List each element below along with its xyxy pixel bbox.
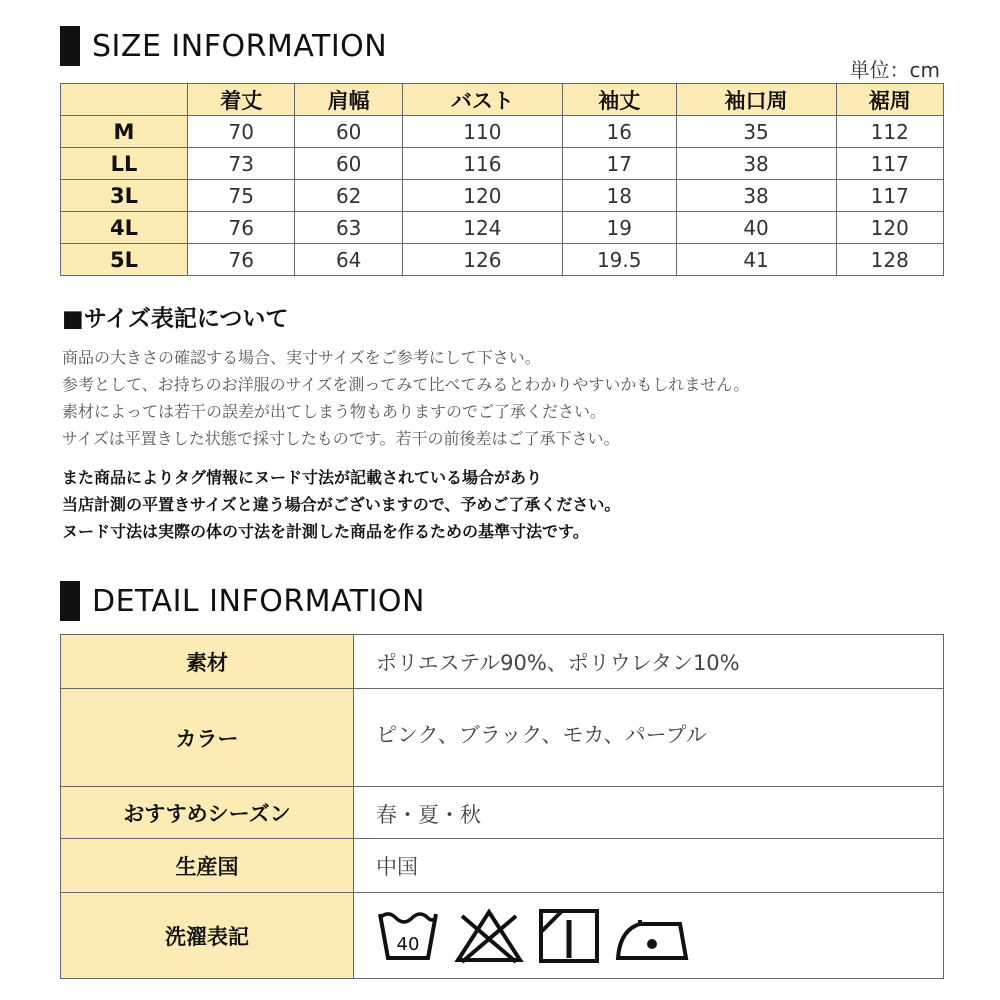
col-header: 裾周 xyxy=(836,84,943,116)
note-line: サイズは平置きした状態で採寸したものです。若干の前後差はご了承下さい。 xyxy=(62,429,620,448)
table-cell: 35 xyxy=(676,116,836,148)
size-section-title: SIZE INFORMATION xyxy=(92,28,388,64)
color-value: ピンク、ブラック、モカ、パープル xyxy=(354,689,944,787)
no-bleach-icon xyxy=(454,908,524,964)
table-cell: 62 xyxy=(295,180,402,212)
season-value: 春・夏・秋 xyxy=(354,787,944,839)
size-notes-title: ■サイズ表記について xyxy=(62,306,289,332)
size-label: M xyxy=(61,116,188,148)
table-cell: 40 xyxy=(676,212,836,244)
detail-table xyxy=(60,634,944,979)
note-line: 参考として、お持ちのお洋服のサイズを測ってみて比べてみるとわかりやすいかもしれません。 xyxy=(62,375,750,394)
table-row xyxy=(61,635,944,689)
detail-section-title: DETAIL INFORMATION xyxy=(92,583,425,619)
size-label: 4L xyxy=(61,212,188,244)
table-cell: 76 xyxy=(188,212,295,244)
origin-label: 生産国 xyxy=(61,839,354,893)
size-label: 5L xyxy=(61,244,188,276)
table-cell: 128 xyxy=(836,244,943,276)
size-table-corner xyxy=(61,84,188,116)
table-cell: 116 xyxy=(402,148,562,180)
col-header: 肩幅 xyxy=(295,84,402,116)
table-cell: 75 xyxy=(188,180,295,212)
note-line: 素材によっては若干の誤差が出てしまう物もありますのでご了承ください。 xyxy=(62,402,607,421)
table-cell: 38 xyxy=(676,148,836,180)
material-label: 素材 xyxy=(61,635,354,689)
col-header: 着丈 xyxy=(188,84,295,116)
table-cell: 124 xyxy=(402,212,562,244)
table-cell: 38 xyxy=(676,180,836,212)
table-cell: 17 xyxy=(562,148,676,180)
size-label: LL xyxy=(61,148,188,180)
col-header: 袖丈 xyxy=(562,84,676,116)
table-cell: 117 xyxy=(836,148,943,180)
table-cell: 63 xyxy=(295,212,402,244)
table-row xyxy=(61,212,944,244)
size-section-header xyxy=(60,26,387,66)
table-cell: 64 xyxy=(295,244,402,276)
table-row xyxy=(61,116,944,148)
table-cell: 120 xyxy=(402,180,562,212)
color-label: カラー xyxy=(61,689,354,787)
table-cell: 16 xyxy=(562,116,676,148)
table-row xyxy=(61,244,944,276)
table-cell: 18 xyxy=(562,180,676,212)
table-cell: 41 xyxy=(676,244,836,276)
size-table xyxy=(60,83,944,276)
origin-value: 中国 xyxy=(354,839,944,893)
note-line: 商品の大きさの確認する場合、実寸サイズをご参考にして下さい。 xyxy=(62,348,541,367)
table-row xyxy=(61,839,944,893)
detail-section-header xyxy=(60,581,425,621)
table-cell: 126 xyxy=(402,244,562,276)
table-cell: 76 xyxy=(188,244,295,276)
table-cell: 19.5 xyxy=(562,244,676,276)
table-cell: 70 xyxy=(188,116,295,148)
unit-label: 単位：cm xyxy=(849,58,940,82)
season-label: おすすめシーズン xyxy=(61,787,354,839)
note-line-bold: また商品によりタグ情報にヌード寸法が記載されている場合があり xyxy=(62,468,543,487)
table-cell: 112 xyxy=(836,116,943,148)
table-row xyxy=(61,689,944,787)
iron-low-icon xyxy=(614,908,690,964)
care-icons xyxy=(354,893,944,979)
table-row xyxy=(61,893,944,979)
table-cell: 120 xyxy=(836,212,943,244)
section-marker xyxy=(60,26,80,66)
table-cell: 60 xyxy=(295,148,402,180)
table-cell: 60 xyxy=(295,116,402,148)
col-header: 袖口周 xyxy=(676,84,836,116)
note-line-bold: 当店計測の平置きサイズと違う場合がございますので、予めご了承ください。 xyxy=(62,495,621,514)
table-row xyxy=(61,787,944,839)
line-dry-shade-icon xyxy=(538,908,600,964)
table-cell: 117 xyxy=(836,180,943,212)
nude-size-notes xyxy=(62,464,620,545)
material-value: ポリエステル90%、ポリウレタン10% xyxy=(354,635,944,689)
note-line-bold: ヌード寸法は実際の体の寸法を計測した商品を作るための基準寸法です。 xyxy=(62,522,589,541)
size-label: 3L xyxy=(61,180,188,212)
care-label: 洗濯表記 xyxy=(61,893,354,979)
table-row xyxy=(61,148,944,180)
table-cell: 73 xyxy=(188,148,295,180)
size-table-header-row xyxy=(61,84,944,116)
wash-temp: 40 xyxy=(396,933,420,955)
wash-40-icon xyxy=(376,908,440,964)
table-cell: 19 xyxy=(562,212,676,244)
section-marker xyxy=(60,581,80,621)
table-cell: 110 xyxy=(402,116,562,148)
size-notes xyxy=(62,344,749,452)
table-row xyxy=(61,180,944,212)
col-header: バスト xyxy=(402,84,562,116)
